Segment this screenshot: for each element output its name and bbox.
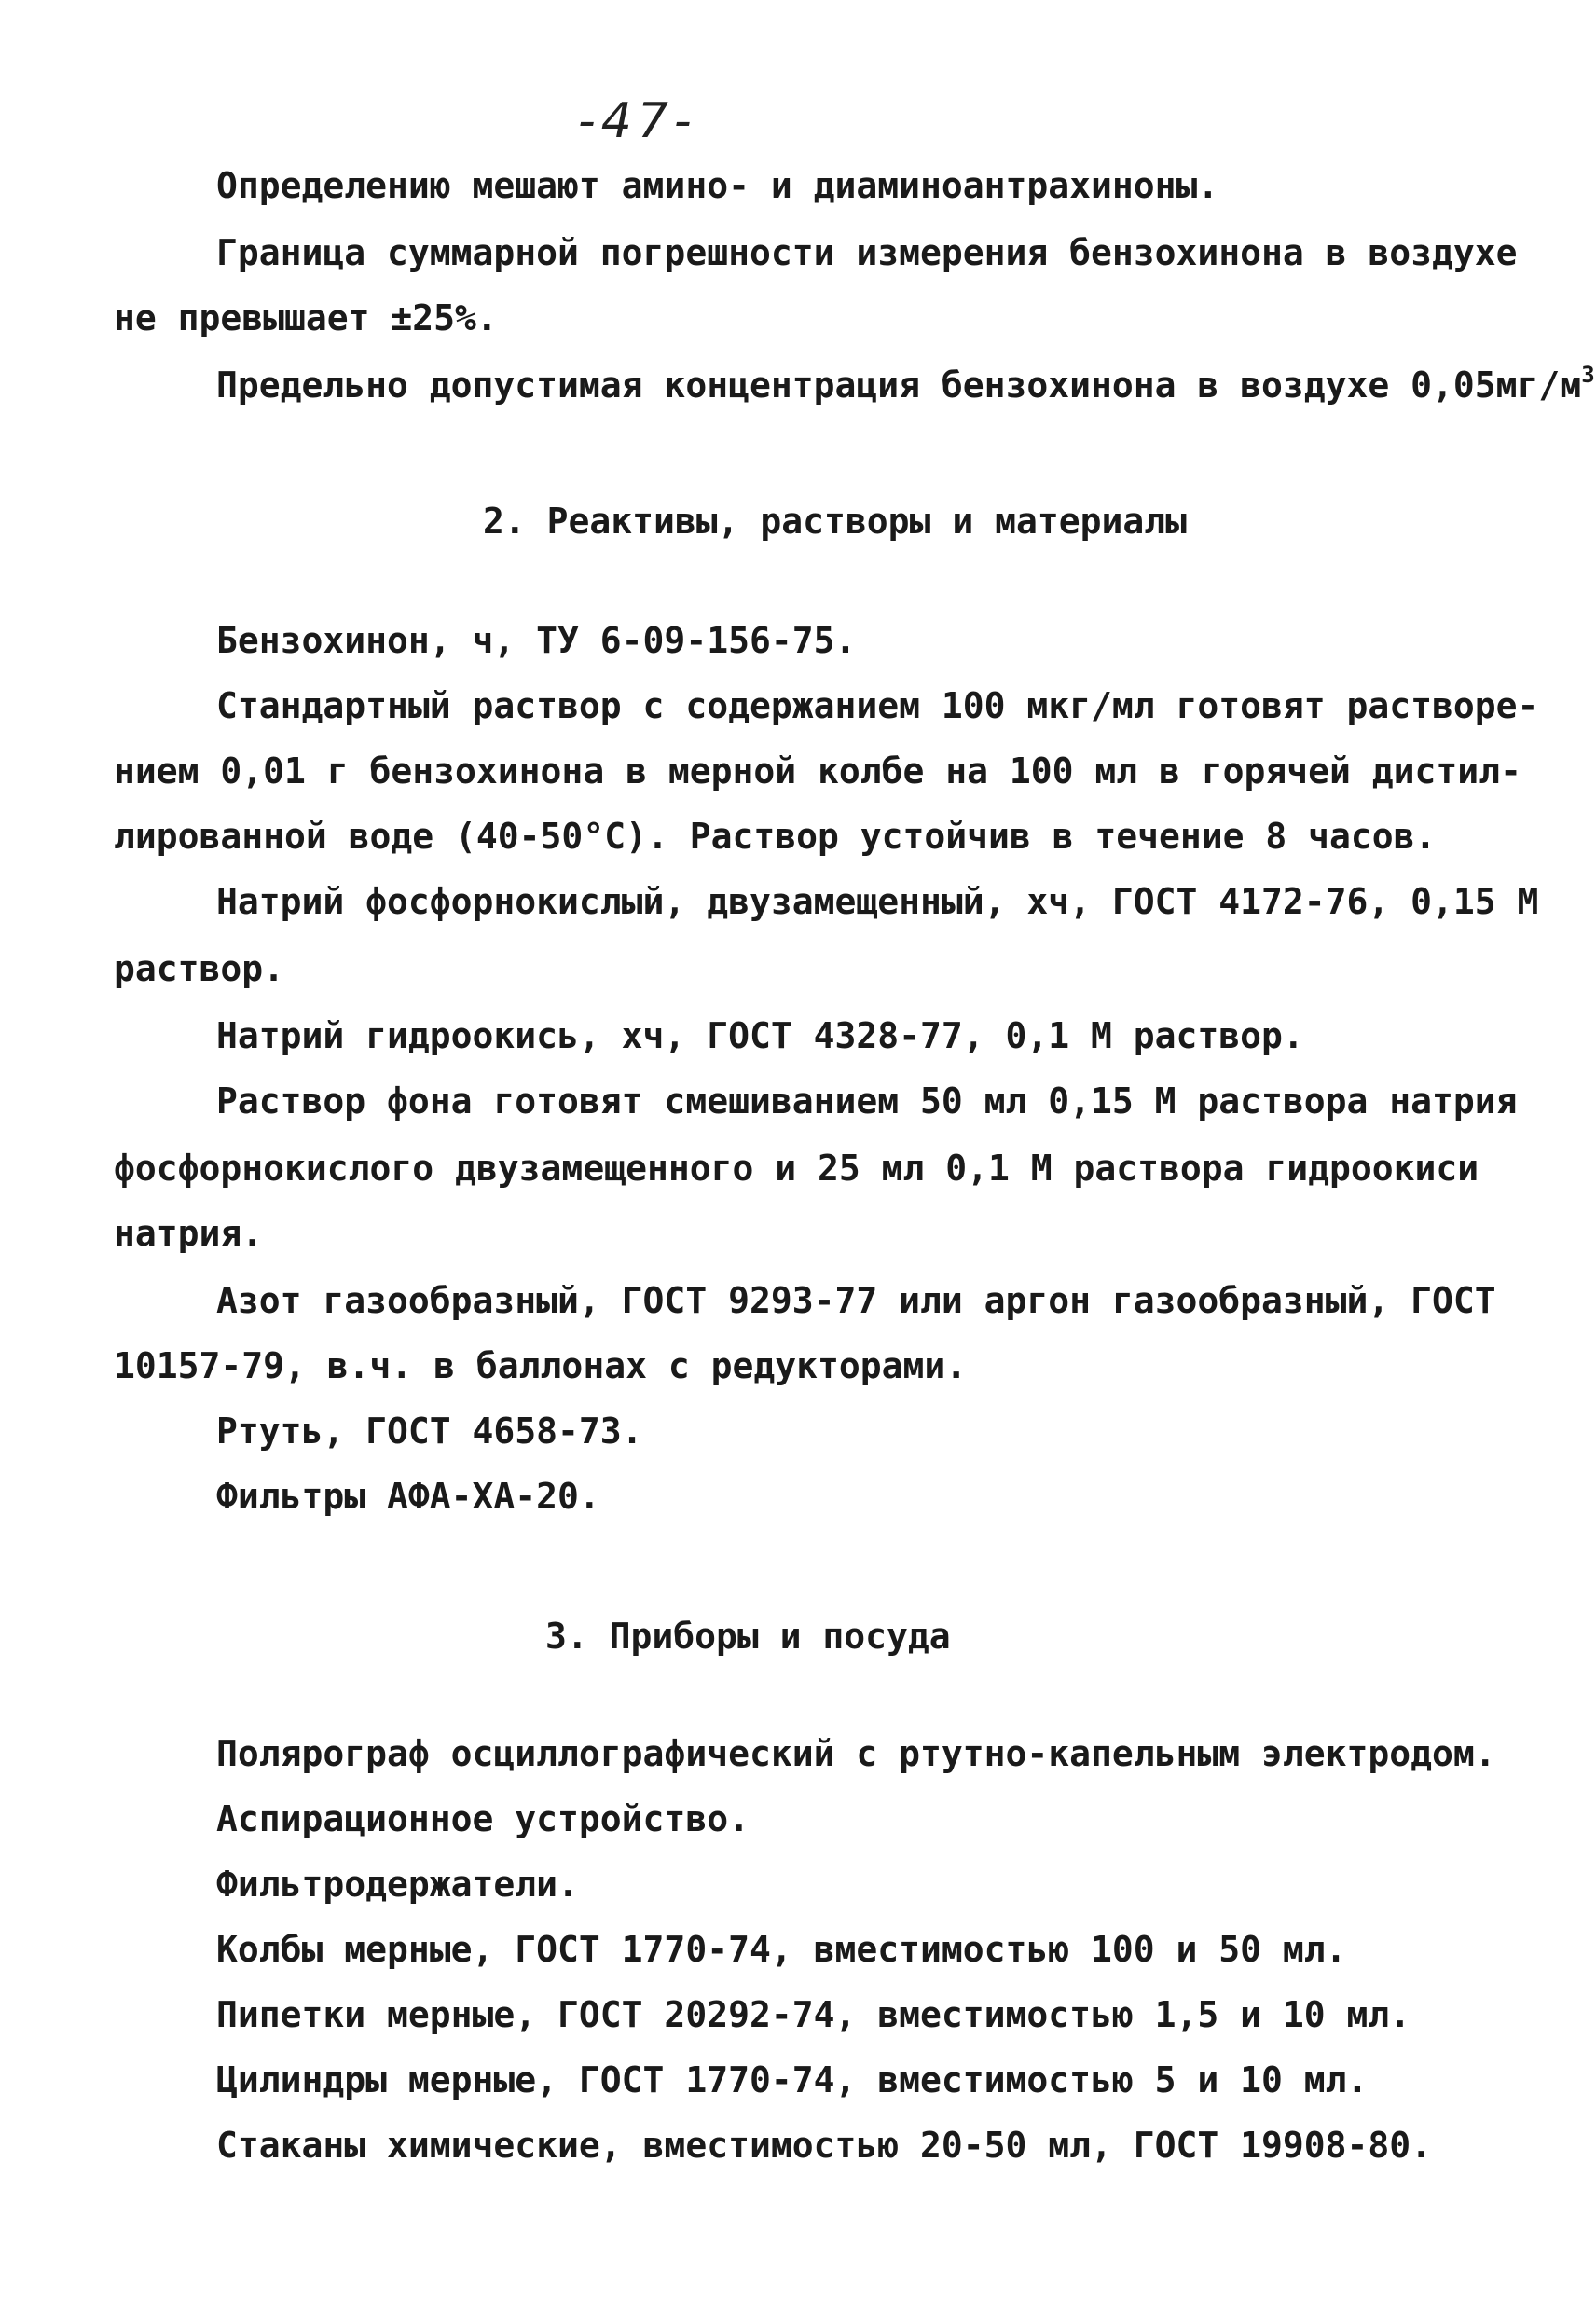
intro-paragraph-3-superscript: 3 [1581,362,1595,388]
section-2-line: нием 0,01 г бензохинона в мерной колбе на 100 мл в горячей дистил- [114,750,1521,792]
section-3-line: Полярограф осциллографический с ртутно-капельным электродом. [216,1733,1496,1774]
section-2-line: натрия. [114,1213,264,1254]
section-3-line: Аспирационное устройство. [216,1798,750,1839]
section-2-line: Ртуть, ГОСТ 4658-73. [216,1411,643,1452]
intro-paragraph-1: Определению мешают амино- и диаминоантрахиноны. [216,165,1219,206]
section-2-line: фосфорнокислого двузамещенного и 25 мл 0,1 М раствора гидроокиси [114,1148,1479,1189]
section-3-line: Фильтродержатели. [216,1864,579,1905]
section-3-line: Пипетки мерные, ГОСТ 20292-74, вместимостью 1,5 и 10 мл. [216,1994,1411,2035]
section-3-line: Цилиндры мерные, ГОСТ 1770-74, вместимостью 5 и 10 мл. [216,2059,1369,2100]
section-3-heading: 3. Приборы и посуда [545,1616,951,1657]
section-2-line: Раствор фона готовят смешиванием 50 мл 0,15 М раствора натрия [216,1081,1518,1122]
section-2-line: лированной воде (40-50°С). Раствор устойчив в течение 8 часов. [114,816,1437,857]
section-3-line: Стаканы химические, вместимостью 20-50 мл, ГОСТ 19908-80. [216,2125,1433,2166]
section-3-line: Колбы мерные, ГОСТ 1770-74, вместимостью 100 и 50 мл. [216,1929,1347,1970]
section-2-line: раствор. [114,948,285,989]
intro-paragraph-3-text: Предельно допустимая концентрация бензохинона в воздухе 0,05мг/м [216,365,1582,406]
intro-paragraph-2-line-2: не превышает ±25%. [114,297,498,338]
section-2-line: Фильтры АФА-ХА-20. [216,1476,600,1517]
section-2-heading: 2. Реактивы, растворы и материалы [483,501,1187,542]
intro-paragraph-2-line-1: Граница суммарной погрешности измерения бензохинона в воздухе [216,232,1518,273]
section-2-line: 10157-79, в.ч. в баллонах с редукторами. [114,1345,968,1386]
page-number: -47- [578,93,697,149]
section-2-line: Натрий гидроокись, хч, ГОСТ 4328-77, 0,1 М раствор. [216,1015,1304,1056]
intro-paragraph-3 [216,362,1595,406]
section-2-line: Стандартный раствор с содержанием 100 мкг/мл готовят растворе- [216,685,1539,726]
section-2-line: Натрий фосфорнокислый, двузамещенный, хч, ГОСТ 4172-76, 0,15 М [216,881,1539,922]
section-2-line: Азот газообразный, ГОСТ 9293-77 или аргон газообразный, ГОСТ [216,1280,1496,1321]
section-2-line: Бензохинон, ч, ТУ 6-09-156-75. [216,620,857,661]
